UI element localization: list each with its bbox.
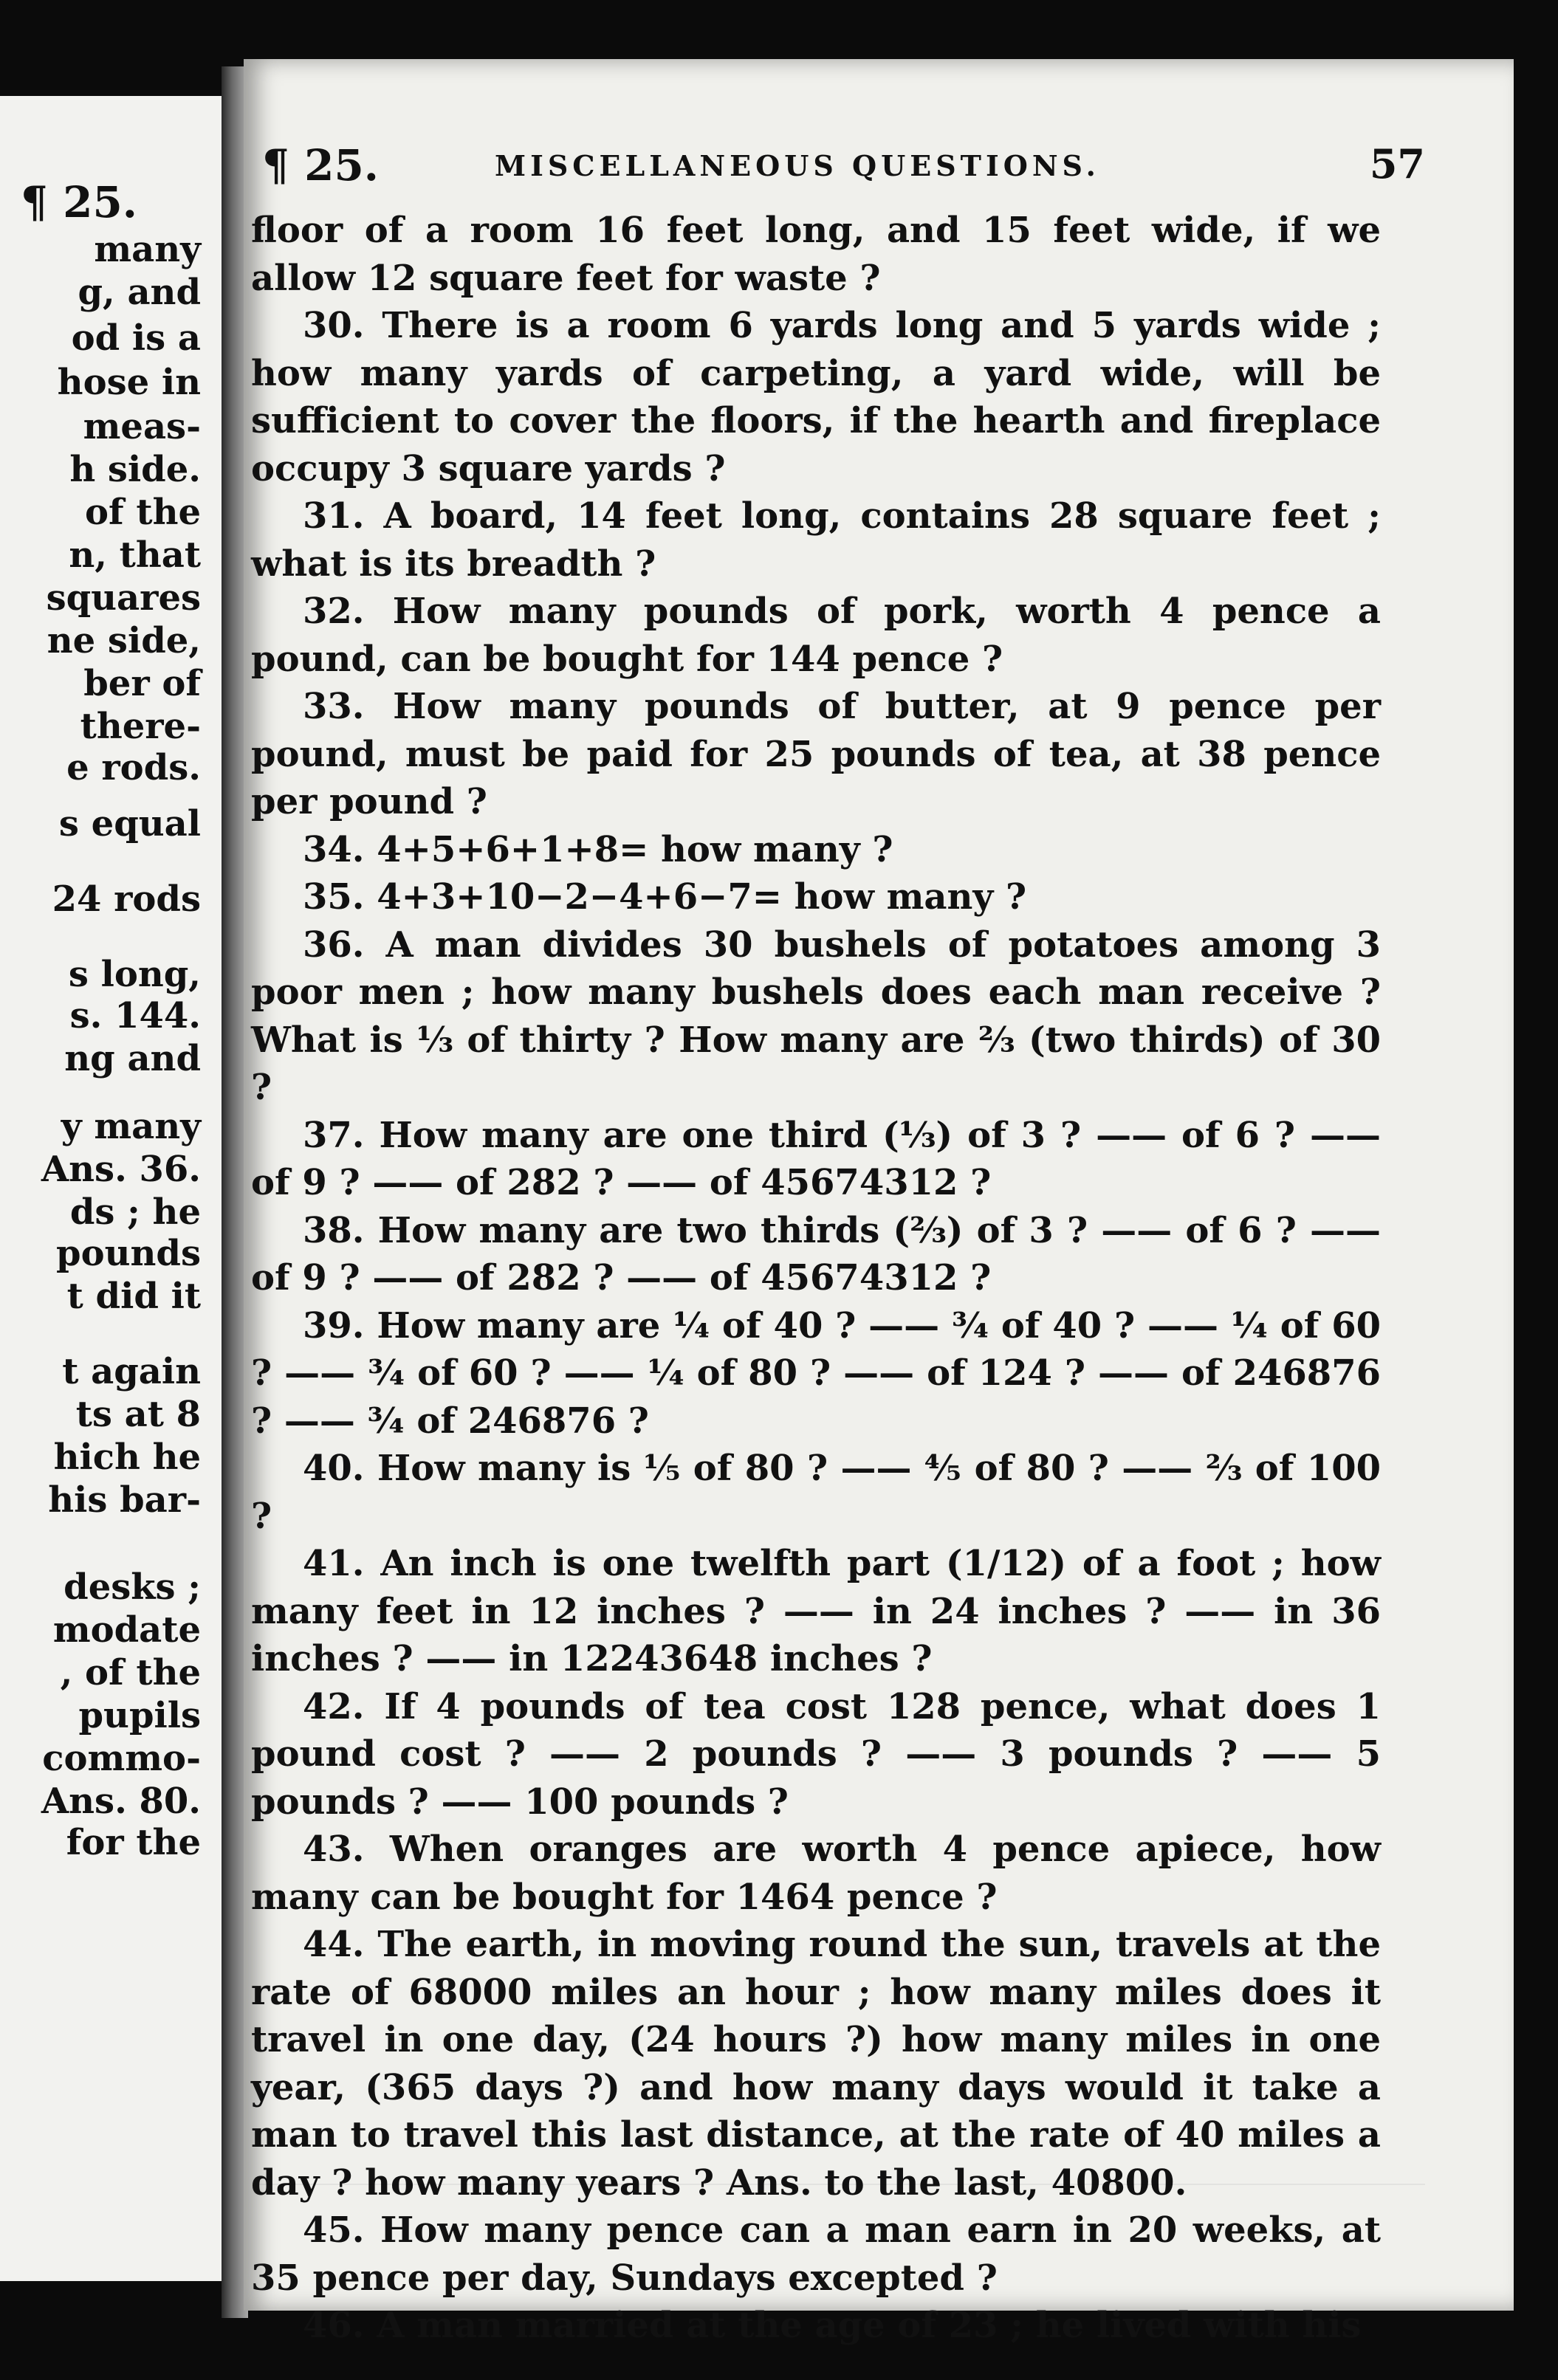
question-43: 43. When oranges are worth 4 pence apiece, how many can be bought for 1464 pence ? [251, 1829, 1381, 1918]
section-mark: ¶ 25. [262, 140, 379, 190]
paragraph: floor of a room 16 feet long, and 15 feet wide, if we allow 12 square feet for waste ? [251, 210, 1381, 299]
question-30: 30. There is a room 6 yards long and 5 yards wide ; how many yards of carpeting, a yard wide, will be sufficient to cover the floors, if the hearth and fireplace occupy 3 square yards ? [251, 305, 1381, 489]
question-35: 35. 4+3+10−2−4+6−7= how many ? [303, 876, 1027, 918]
left-page-line: y many [61, 1106, 201, 1147]
question-32: 32. How many pounds of pork, worth 4 pence a pound, can be bought for 144 pence ? [251, 591, 1381, 680]
question-45: 45. How many pence can a man earn in 20 weeks, at 35 pence per day, Sundays excepted ? [251, 2209, 1381, 2299]
question-33: 33. How many pounds of butter, at 9 pence per pound, must be paid for 25 pounds of tea, at 38 pence per pound ? [251, 686, 1381, 822]
question-46: 46. A man married at the age of 23 ; he lived with his [303, 2305, 1362, 2346]
left-page-line: his bar- [48, 1479, 201, 1521]
page-number: 57 [1369, 140, 1425, 188]
running-title: MISCELLANEOUS QUESTIONS. [495, 149, 1100, 182]
left-page-line: modate [52, 1609, 201, 1651]
question-37: 37. How many are one third (⅓) of 3 ? —— of 6 ? —— of 9 ? —— of 282 ? —— of 45674312 ? [251, 1114, 1381, 1203]
page-bottom-margin [258, 2184, 1425, 2229]
question-36: 36. A man divides 30 bushels of potatoes among 3 poor men ; how many bushels does each man receive ? What is ⅓ of thirty ? How many are ⅔ (two thirds) of 30 ? [251, 924, 1381, 1108]
left-page-line: od is a [71, 317, 201, 359]
left-page-line: meas- [83, 406, 201, 447]
left-page-line: s long, [68, 954, 201, 995]
question-44: 44. The earth, in moving round the sun, travels at the rate of 68000 miles an hour ; how many miles does it travel in one day, (24 hours ?) how many miles in one year, (365 days ?) and how many days would it take a man to travel this last distance, at the rate of 40 miles a day ? how many years ? Ans. to the last, 40800. [251, 1924, 1381, 2204]
left-page-line: t did it [66, 1276, 201, 1317]
left-page-line: t again [62, 1351, 201, 1392]
left-page-line: ng and [64, 1038, 201, 1079]
page-body [251, 207, 1381, 2350]
left-page-line: ds ; he [69, 1191, 201, 1233]
left-page-line: g, and [78, 272, 201, 313]
question-38: 38. How many are two thirds (⅔) of 3 ? —— of 6 ? —— of 9 ? —— of 282 ? —— of 45674312 ? [251, 1209, 1381, 1299]
left-page-line: , of the [60, 1652, 201, 1693]
running-header [244, 140, 1514, 199]
left-page-line: e rods. [66, 747, 201, 788]
left-page [0, 96, 226, 2281]
left-page-line: commo- [42, 1738, 201, 1779]
question-31: 31. A board, 14 feet long, contains 28 square feet ; what is its breadth ? [251, 495, 1381, 585]
right-page [244, 59, 1514, 2346]
question-39: 39. How many are ¼ of 40 ? —— ¾ of 40 ? —— ¼ of 60 ? —— ¾ of 60 ? —— ¼ of 80 ? —— of 124 ? —— of 246876 ? —— ¾ of 246876 ? [251, 1304, 1381, 1442]
left-page-line: h side. [69, 449, 201, 490]
left-page-header: ¶ 25. [21, 177, 137, 227]
left-page-line: hich he [53, 1437, 201, 1478]
left-page-line: ne side, [47, 620, 201, 661]
left-page-line: pupils [78, 1695, 201, 1736]
question-40: 40. How many is ⅕ of 80 ? —— ⅘ of 80 ? —— ⅔ of 100 ? [251, 1448, 1381, 1537]
left-page-line: s equal [58, 803, 201, 845]
left-page-line: pounds [56, 1233, 201, 1274]
left-page-line: of the [85, 492, 201, 533]
left-page-line: Ans. 80. [41, 1781, 201, 1822]
left-page-line: desks ; [64, 1566, 201, 1608]
question-41: 41. An inch is one twelfth part (1/12) of a foot ; how many feet in 12 inches ? —— in 24 inches ? —— in 36 inches ? —— in 12243648 inches ? [251, 1543, 1381, 1679]
left-page-line: hose in [57, 362, 201, 403]
left-page-line: there- [80, 706, 201, 747]
left-page-line: ber of [83, 663, 201, 704]
left-page-line: Ans. 36. [41, 1149, 201, 1190]
left-page-line: 24 rods [52, 878, 201, 920]
question-42: 42. If 4 pounds of tea cost 128 pence, what does 1 pound cost ? —— 2 pounds ? —— 3 pounds ? —— 5 pounds ? —— 100 pounds ? [251, 1685, 1381, 1823]
question-34: 34. 4+5+6+1+8= how many ? [303, 828, 893, 870]
left-page-line: many [94, 229, 201, 270]
left-page-line: s. 144. [69, 995, 201, 1036]
left-page-line: squares [46, 577, 201, 619]
left-page-line: for the [66, 1822, 201, 1863]
left-page-line: n, that [69, 534, 201, 576]
left-page-line: ts at 8 [75, 1394, 201, 1435]
